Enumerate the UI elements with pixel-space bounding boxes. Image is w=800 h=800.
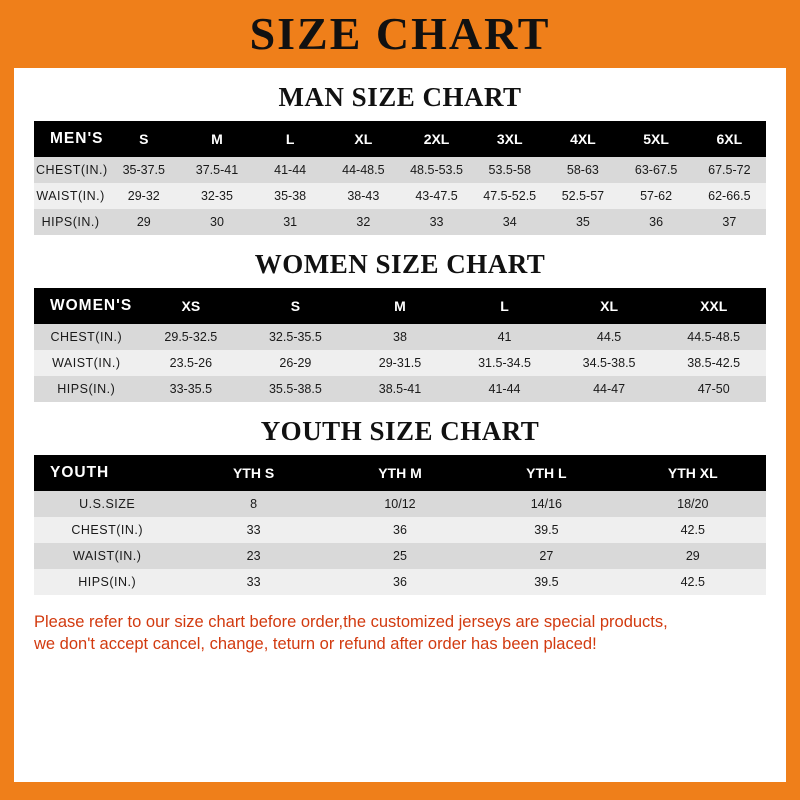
table-cell: 32.5-35.5 bbox=[268, 330, 322, 344]
chart-content bbox=[14, 82, 786, 656]
table-cell: 14/16 bbox=[530, 497, 562, 511]
women-col-m: M bbox=[394, 298, 406, 314]
table-cell: 25 bbox=[393, 549, 407, 563]
men-col-2xl: 2XL bbox=[423, 131, 450, 147]
table-cell: 30 bbox=[210, 215, 224, 229]
youth-size-table bbox=[34, 455, 766, 595]
men-col-3xl: 3XL bbox=[496, 131, 523, 147]
table-cell: 42.5 bbox=[680, 523, 705, 537]
table-cell: 37.5-41 bbox=[195, 163, 239, 177]
women-col-xxl: XXL bbox=[700, 298, 728, 314]
table-cell: 63-67.5 bbox=[634, 163, 678, 177]
men-row-label-chest: CHEST(IN.) bbox=[36, 163, 108, 177]
table-cell: 52.5-57 bbox=[561, 189, 605, 203]
table-cell: 34 bbox=[502, 215, 517, 229]
men-col-6xl: 6XL bbox=[716, 131, 743, 147]
table-cell: 32-35 bbox=[200, 189, 233, 203]
table-cell: 29-32 bbox=[127, 189, 160, 203]
youth-col-m: YTH M bbox=[378, 465, 422, 481]
table-cell: 44-47 bbox=[593, 382, 626, 396]
table-cell: 39.5 bbox=[534, 575, 559, 589]
section-title-men: MAN SIZE CHART bbox=[278, 82, 522, 112]
table-cell: 36 bbox=[649, 215, 664, 229]
men-col-m: M bbox=[211, 131, 223, 147]
table-cell: 36 bbox=[393, 575, 407, 589]
youth-col-s: YTH S bbox=[232, 465, 275, 481]
table-cell: 34.5-38.5 bbox=[582, 356, 636, 370]
women-col-xl: XL bbox=[600, 298, 619, 314]
table-cell: 26-29 bbox=[279, 356, 312, 370]
women-table-body bbox=[34, 324, 766, 402]
youth-table-header bbox=[34, 455, 766, 491]
table-cell: 41 bbox=[497, 330, 512, 344]
table-header-row bbox=[34, 288, 766, 324]
table-cell: 10/12 bbox=[384, 497, 416, 511]
note-line-1: Please refer to our size chart before order,the customized jerseys are special products, bbox=[34, 613, 668, 631]
women-row-label-chest: CHEST(IN.) bbox=[50, 330, 123, 344]
women-row-label-waist: WAIST(IN.) bbox=[52, 356, 121, 370]
header-band bbox=[0, 0, 800, 68]
women-col-xs: XS bbox=[181, 298, 201, 314]
men-row-label-hips: HIPS(IN.) bbox=[41, 215, 100, 229]
table-cell: 33-35.5 bbox=[169, 382, 213, 396]
youth-table-body bbox=[34, 491, 766, 595]
table-row bbox=[34, 543, 766, 569]
youth-row-label-waist: WAIST(IN.) bbox=[72, 549, 142, 563]
men-label-head: MEN'S bbox=[50, 130, 104, 147]
table-row bbox=[34, 157, 766, 183]
table-header-row bbox=[34, 455, 766, 491]
women-label-head: WOMEN'S bbox=[50, 297, 133, 314]
men-table-header bbox=[34, 121, 766, 157]
women-col-l: L bbox=[500, 298, 509, 314]
table-cell: 29-31.5 bbox=[378, 356, 422, 370]
table-cell: 67.5-72 bbox=[708, 163, 751, 177]
table-row bbox=[34, 491, 766, 517]
table-cell: 44-48.5 bbox=[342, 163, 385, 177]
men-col-xl: XL bbox=[354, 131, 373, 147]
table-row bbox=[34, 209, 766, 235]
youth-col-l: YTH L bbox=[526, 465, 567, 481]
men-col-l: L bbox=[285, 131, 295, 147]
table-cell: 35 bbox=[575, 215, 590, 229]
table-cell: 35-37.5 bbox=[122, 163, 165, 177]
table-cell: 32 bbox=[356, 215, 371, 229]
table-cell: 31 bbox=[283, 215, 298, 229]
youth-row-label-chest: CHEST(IN.) bbox=[71, 523, 144, 537]
page-title: SIZE CHART bbox=[249, 8, 551, 59]
men-table-body bbox=[34, 157, 766, 235]
women-row-label-hips: HIPS(IN.) bbox=[57, 382, 116, 396]
youth-row-label-ussize: U.S.SIZE bbox=[79, 497, 136, 511]
table-cell: 29 bbox=[685, 549, 700, 563]
table-cell: 44.5-48.5 bbox=[687, 330, 741, 344]
men-row-label-waist: WAIST(IN.) bbox=[36, 189, 105, 203]
table-cell: 27 bbox=[539, 549, 554, 563]
table-cell: 29 bbox=[136, 215, 151, 229]
table-cell: 23.5-26 bbox=[169, 356, 213, 370]
table-cell: 47-50 bbox=[697, 382, 730, 396]
table-cell: 48.5-53.5 bbox=[410, 163, 463, 177]
table-cell: 33 bbox=[246, 523, 261, 537]
table-row bbox=[34, 376, 766, 402]
table-row bbox=[34, 324, 766, 350]
table-cell: 38 bbox=[393, 330, 407, 344]
table-row bbox=[34, 569, 766, 595]
table-cell: 33 bbox=[429, 215, 444, 229]
table-cell: 31.5-34.5 bbox=[478, 356, 531, 370]
table-cell: 38.5-42.5 bbox=[687, 356, 741, 370]
table-cell: 42.5 bbox=[680, 575, 705, 589]
table-cell: 33 bbox=[246, 575, 261, 589]
youth-row-label-hips: HIPS(IN.) bbox=[78, 575, 137, 589]
table-cell: 43-47.5 bbox=[415, 189, 458, 203]
youth-col-xl: YTH XL bbox=[667, 465, 718, 481]
table-cell: 35-38 bbox=[274, 189, 307, 203]
table-cell: 29.5-32.5 bbox=[164, 330, 218, 344]
table-cell: 8 bbox=[250, 497, 258, 511]
table-cell: 18/20 bbox=[677, 497, 709, 511]
women-table-header bbox=[34, 288, 766, 324]
table-cell: 35.5-38.5 bbox=[268, 382, 322, 396]
men-col-5xl: 5XL bbox=[643, 131, 669, 147]
men-size-table bbox=[34, 121, 766, 235]
men-col-4xl: 4XL bbox=[570, 131, 596, 147]
women-col-s: S bbox=[290, 298, 301, 314]
table-cell: 57-62 bbox=[640, 189, 673, 203]
table-cell: 62-66.5 bbox=[708, 189, 751, 203]
table-cell: 41-44 bbox=[274, 163, 307, 177]
table-cell: 44.5 bbox=[596, 330, 622, 344]
section-title-women: WOMEN SIZE CHART bbox=[254, 249, 546, 279]
table-cell: 37 bbox=[722, 215, 737, 229]
table-cell: 23 bbox=[246, 549, 261, 563]
table-cell: 38-43 bbox=[347, 189, 380, 203]
table-cell: 47.5-52.5 bbox=[483, 189, 537, 203]
youth-label-head: YOUTH bbox=[50, 464, 110, 481]
table-row bbox=[34, 350, 766, 376]
men-col-s: S bbox=[139, 131, 149, 147]
women-size-table bbox=[34, 288, 766, 402]
table-cell: 41-44 bbox=[488, 382, 521, 396]
table-cell: 36 bbox=[393, 523, 407, 537]
table-header-row bbox=[34, 121, 766, 157]
note-line-2: we don't accept cancel, change, teturn or refund after order has been placed! bbox=[34, 635, 597, 654]
table-row bbox=[34, 183, 766, 209]
table-row bbox=[34, 517, 766, 543]
section-title-youth: YOUTH SIZE CHART bbox=[260, 416, 540, 446]
table-cell: 53.5-58 bbox=[488, 163, 531, 177]
footer-band bbox=[0, 782, 800, 800]
table-cell: 38.5-41 bbox=[378, 382, 422, 396]
table-cell: 58-63 bbox=[566, 163, 599, 177]
table-cell: 39.5 bbox=[534, 523, 559, 537]
disclaimer-note bbox=[34, 611, 766, 656]
